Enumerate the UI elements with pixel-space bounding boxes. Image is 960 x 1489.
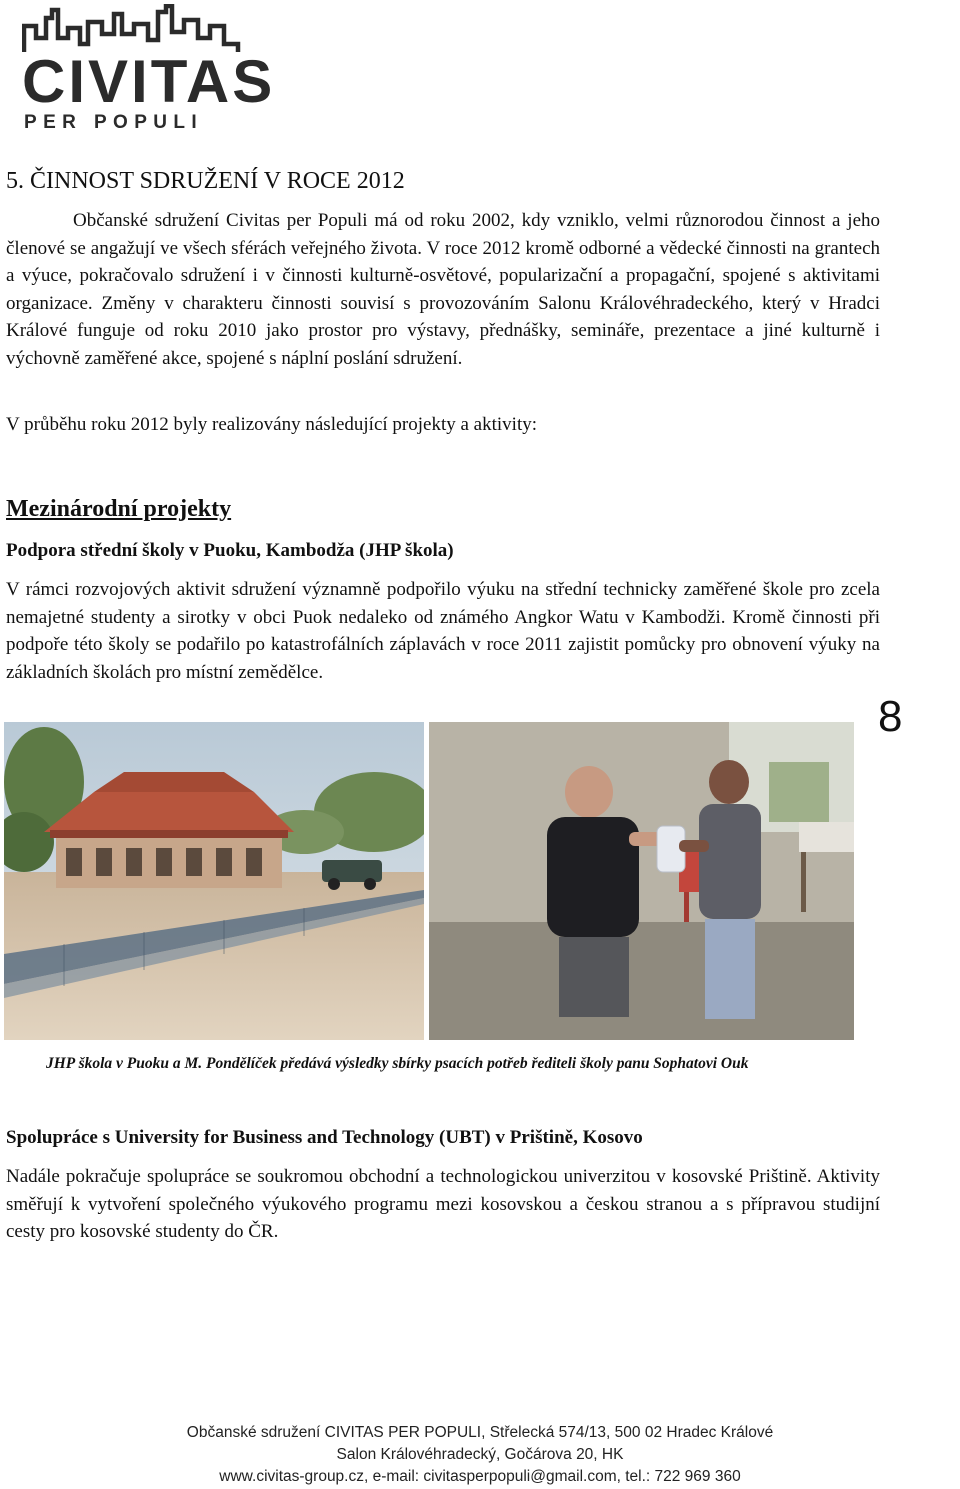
section-title: 5. ČINNOST SDRUŽENÍ V ROCE 2012 — [6, 168, 405, 194]
footer-address: Občanské sdružení CIVITAS PER POPULI, Střelecká 574/13, 500 02 Hradec Králové — [186, 1424, 774, 1441]
photo-school-building — [4, 722, 424, 1040]
page-number: 8 — [878, 692, 903, 741]
intro-paragraph: Občanské sdružení Civitas per Populi má od roku 2002, kdy vzniklo, velmi různorodou činnost a jeho členové se angažují ve všech sférách veřejného života. V roce 2012 kromě odborné a vědecké činnosti na grantech a výuce, pokračovalo sdružení i v činnosti kulturně-osvětové, popularizační a propagační, spojené s aktivitami organizace. Změny v charakteru činnosti souvisí s provozováním Salonu Královéhradeckého, který v Hradci Králové funguje od roku 2010 jako prostor pro výstavy, přednášky, semináře, prezentace a jiné kulturně i výchovně zaměřené akce, spojené s náplní poslání sdružení. — [6, 210, 880, 369]
project-jhp-title: Podpora střední školy v Puoku, Kambodža (JHP škola) — [6, 540, 454, 561]
school-building-image — [4, 722, 424, 1040]
footer-salon: Salon Královéhradecký, Gočárova 20, HK — [336, 1446, 624, 1463]
project-jhp-text: V rámci rozvojových aktivit sdružení významně podpořilo výuku na střední technicky zaměřené škole pro zcela nemajetné studenty a sirotky v obci Puok nedaleko od známého Angkor Watu v Kambodži. Kromě činnosti při podpoře této školy se podařilo po katastrofálních záplavách v roce 2011 zajistit pomůcky pro obnovení výuky na základních školách pro místní zemědělce. — [6, 579, 880, 683]
logo-tagline: PER POPULI — [24, 112, 204, 133]
project-ubt-text: Nadále pokračuje spolupráce se soukromou obchodní a technologickou univerzitou v kosovské Prištině. Aktivity směřují k vytvoření společného výukového programu mezi kosovskou a českou stranou a s přípravou studijní cesty pro kosovské studenty do ČR. — [6, 1166, 880, 1243]
footer-contact: www.civitas-group.cz, e-mail: civitasperpopuli@gmail.com, tel.: 722 969 360 — [219, 1468, 741, 1485]
handover-image — [429, 722, 854, 1040]
civitas-logo — [22, 4, 276, 138]
international-projects-heading: Mezinárodní projekty — [6, 496, 232, 522]
skyline-icon — [22, 4, 242, 54]
photo-handover — [429, 722, 854, 1040]
photo-caption: JHP škola v Puoku a M. Pondělíček předává výsledky sbírky psacích potřeb řediteli školy panu Sophatovi Ouk — [46, 1055, 749, 1072]
project-ubt-title: Spolupráce s University for Business and Technology (UBT) v Prištině, Kosovo — [6, 1127, 643, 1148]
logo-wordmark: CIVITAS — [22, 48, 276, 115]
projects-intro: V průběhu roku 2012 byly realizovány následující projekty a aktivity: — [6, 414, 537, 435]
